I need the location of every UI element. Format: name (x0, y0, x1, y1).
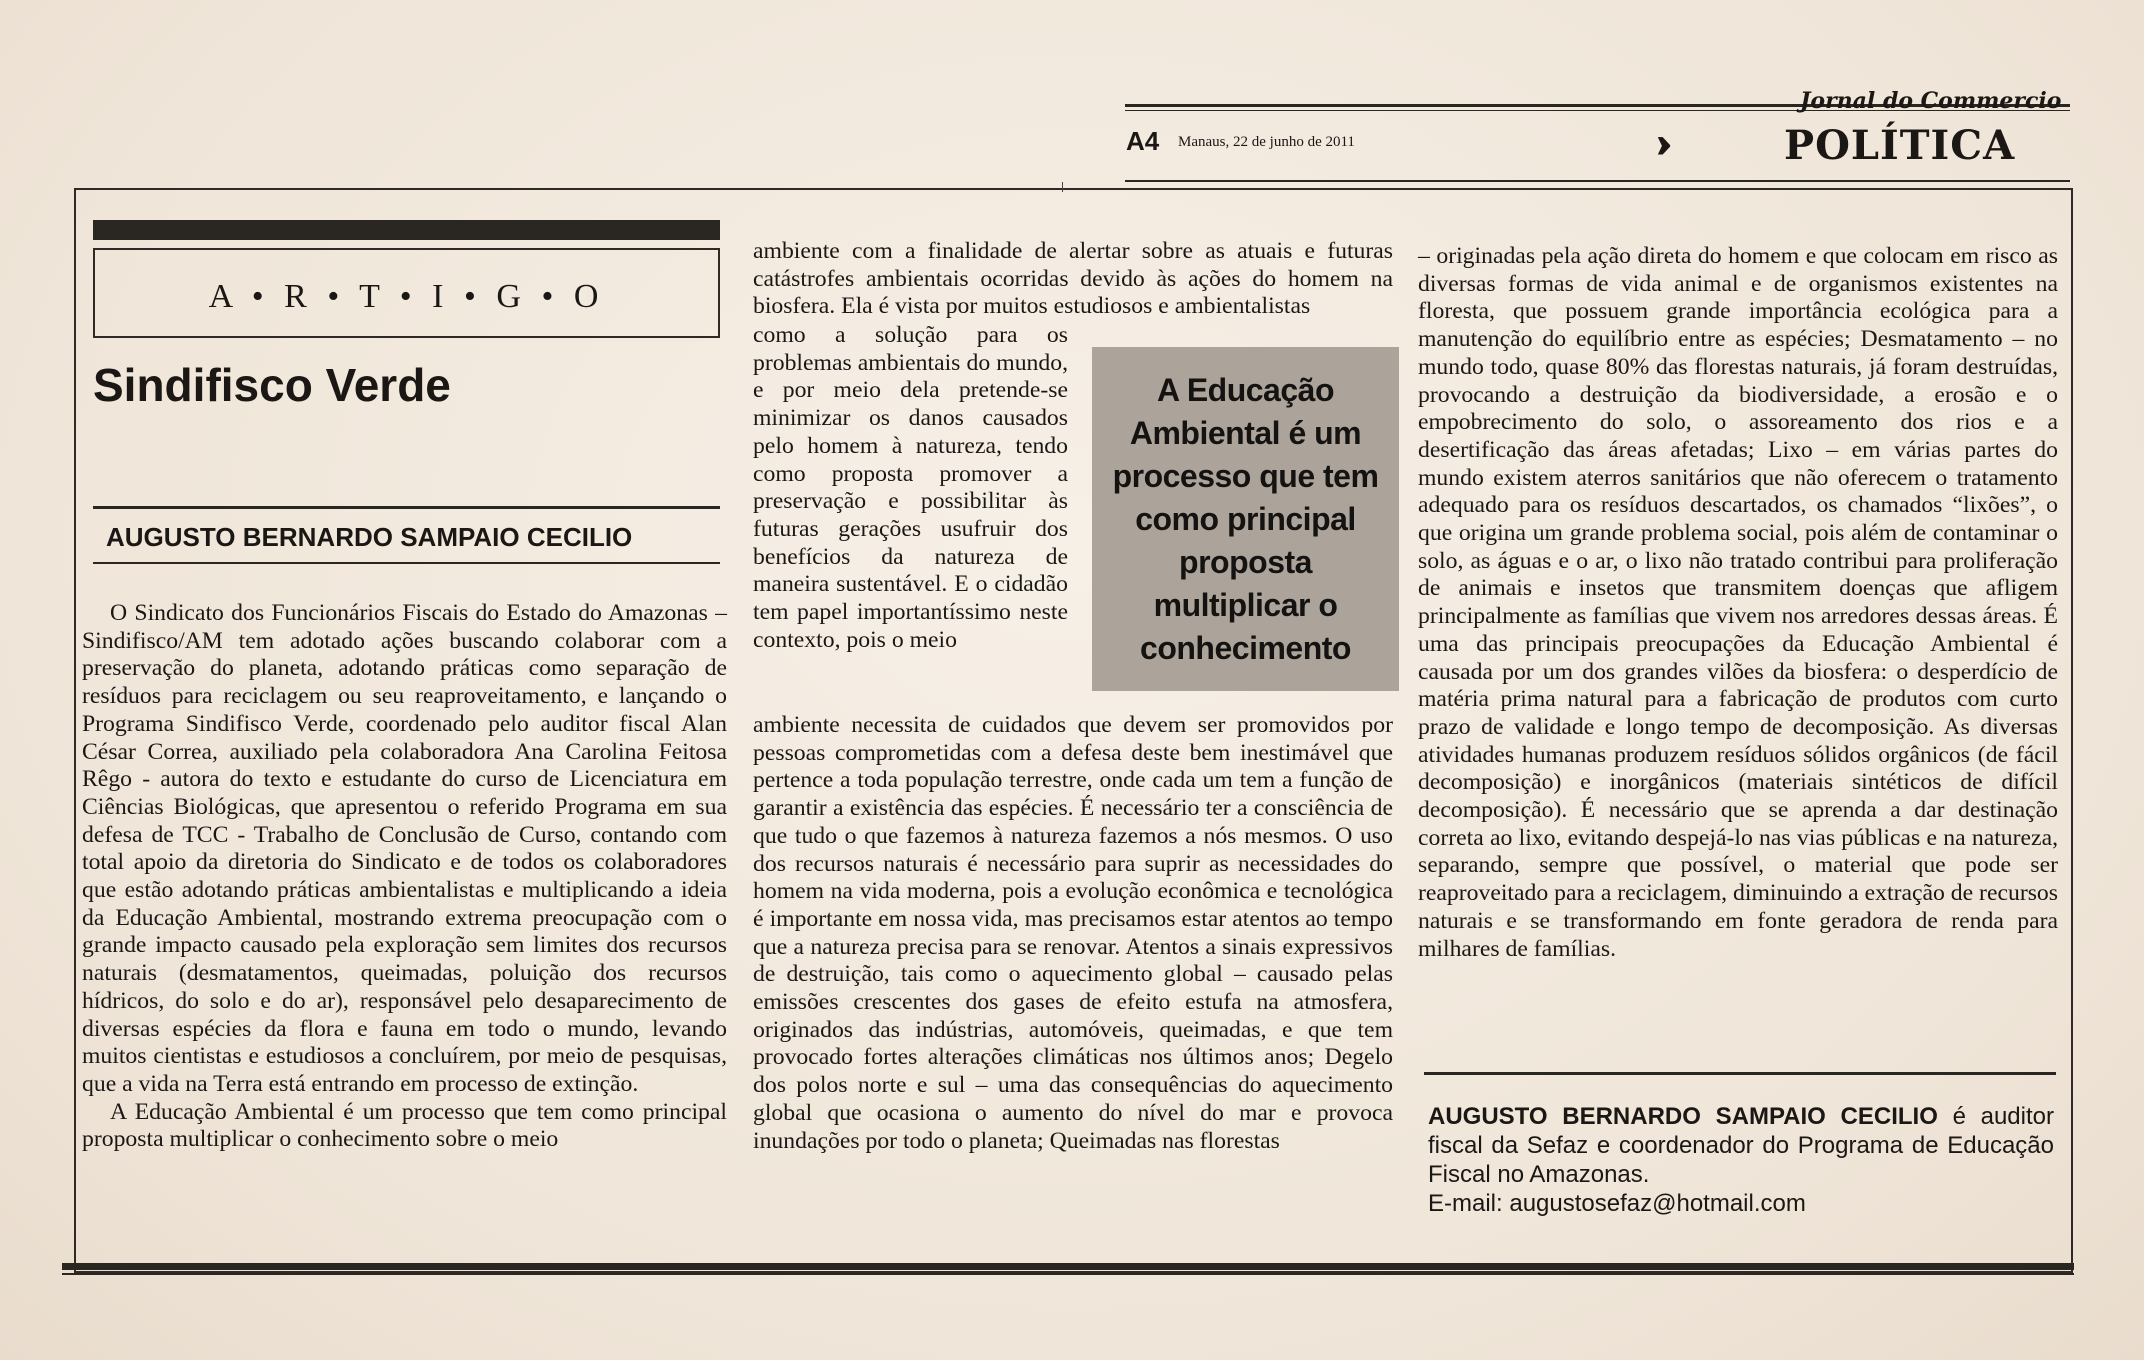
paragraph: como a solução para os problemas ambientais do mundo, e por meio dela pretende-se minimizar os danos causados pelo homem à natureza, tendo como proposta promover a preservação e possibilitar às futuras gerações usufruir dos benefícios da natureza de maneira sustentável. E o cidadão tem papel importantíssimo neste contexto, pois o meio (753, 322, 1068, 653)
kicker-label: A • R • T • I • G • O (208, 278, 605, 315)
pull-quote-text: A Educação Ambiental é um processo que tem como principal proposta multiplicar o conhecimento (1112, 371, 1379, 666)
author-rule-top (93, 506, 720, 509)
author-bio (1428, 1102, 2054, 1218)
paragraph: O Sindicato dos Funcionários Fiscais do Estado do Amazonas – Sindifisco/AM tem adotado ações buscando colaborar com a preservação do planeta, adotando práticas como separação de resíduos para reciclagem ou seu reaproveitamento, e lançando o Programa Sindifisco Verde, coordenado pelo auditor fiscal Alan César Correa, auxiliado pela colaboradora Ana Carolina Feitosa Rêgo - autora do texto e estudante do curso de Licenciatura em Ciências Biológicas, que apresentou o referido Programa em sua defesa de TCC - Trabalho de Conclusão de Curso, contando com total apoio da diretoria do Sindicato e de todos os colaboradores que estão adotando práticas ambientalistas e multiplicando a ideia da Educação Ambiental, mostrando extrema preocupação com o grande impacto causado pela exploração sem limites dos recursos naturais (desmatamentos, queimadas, poluição dos recursos hídricos, do solo e do ar), responsável pelo desaparecimento de diversas espécies da flora e fauna em todo o mundo, levando muitos cientistas e estudiosos a concluírem, por meio de pesquisas, que a vida na Terra está entrando em processo de extinção. (82, 600, 727, 1097)
paragraph: ambiente necessita de cuidados que devem ser promovidos por pessoas comprometidas com a defesa deste bem inestimável que pertence a toda população terrestre, onde cada um tem a função de garantir a existência das espécies. É necessário ter a consciência de que tudo o que fazemos à natureza fazemos a nós mesmos. O uso dos recursos naturais é necessário para suprir as necessidades do homem na vida moderna, pois a evolução econômica e tecnológica é importante em nossa vida, mas precisamos estar atentos ao tempo que a natureza precisa para se renovar. Atentos a sinais expressivos de destruição, tais como o aquecimento global – causado pelas emissões crescentes dos gases de efeito estufa na atmosfera, originados das indústrias, automóveis, queimadas, e que tem provocado fortes alterações climáticas nos últimos anos; Degelo dos polos norte e sul – uma das consequências do aquecimento global que ocasiona o aumento do nível do mar e provoca inundações por todo o planeta; Queimadas nas florestas (753, 712, 1393, 1154)
paragraph: – originadas pela ação direta do homem e que colocam em risco as diversas formas de vida animal e de organismos existentes na floresta, que possuem grande importância ecológica para a manutenção do equilíbrio entre as espécies; Desmatamento – no mundo todo, quase 80% das florestas naturais, já foram destruídas, provocando a destruição da biodiversidade, a erosão e o empobrecimento do solo, o assoreamento dos rios e a desertificação das áreas afetadas; Lixo – em várias partes do mundo existem aterros sanitários que não oferecem o tratamento adequado para os resíduos descartados, os chamados “lixões”, o que origina um grande problema social, pois além de contaminar o solo, as águas e o ar, o lixo não tratado contribui para proliferação de animais e insetos que transmitem doenças que afligem principalmente as famílias que vivem nos arredores dessas áreas. É uma das principais preocupações da Educação Ambiental é causada por um dos grandes vilões da biosfera: o desperdício de matéria prima natural para a fabricação de produtos com curto prazo de validade e longo tempo de decomposição. As diversas atividades humanas produzem resíduos sólidos orgânicos (de fácil decomposição) e inorgânicos (materiais sintéticos de difícil decomposição). É necessário que se aprenda a dar destinação correta ao lixo, evitando despejá-lo nas vias públicas e na natureza, separando, sempre que possível, o material que pode ser reaproveitado para a reciclagem, diminuindo a extração de recursos naturais e se transformando em fonte geradora de renda para milhares de famílias. (1418, 243, 2058, 962)
newspaper-name: Jornal do Commercio (1800, 88, 2062, 114)
column-tick (1062, 182, 1063, 192)
bio-email: E-mail: augustosefaz@hotmail.com (1428, 1190, 1806, 1217)
masthead-bottom-rule (1125, 180, 2070, 182)
chevron-right-icon: ››› (1655, 115, 1659, 166)
dateline: Manaus, 22 de junho de 2011 (1178, 134, 1355, 150)
page-bottom-bar (62, 1263, 2074, 1270)
bio-author-name: AUGUSTO BERNARDO SAMPAIO CECILIO (1428, 1103, 1938, 1130)
section-title: POLÍTICA (1784, 122, 2016, 169)
bio-description: é auditor fiscal da Sefaz e coordenador do Programa de Educação Fiscal no Amazonas. (1428, 1103, 2054, 1188)
article-headline: Sindifisco Verde (93, 359, 451, 411)
article-column-2-bottom (753, 712, 1393, 1155)
paragraph: A Educação Ambiental é um processo que tem como principal proposta multiplicar o conhecimento sobre o meio (82, 1098, 727, 1153)
bio-rule (1424, 1072, 2056, 1075)
article-column-3 (1418, 243, 2058, 963)
author-byline: AUGUSTO BERNARDO SAMPAIO CECILIO (106, 522, 633, 552)
page-number: A4 (1126, 126, 1160, 156)
paragraph: ambiente com a finalidade de alertar sobre as atuais e futuras catástrofes ambientais ocorridas devido às ações do homem na biosfera. Ela é vista por muitos estudiosos e ambientalistas (753, 238, 1393, 320)
kicker-box (93, 248, 720, 338)
article-top-bar (93, 220, 720, 240)
article-column-2-top (753, 238, 1393, 321)
page-bottom-rule (62, 1273, 2074, 1275)
article-column-2-narrow (753, 322, 1068, 654)
author-rule-bottom (93, 562, 720, 564)
pull-quote (1092, 347, 1399, 691)
article-column-1 (82, 600, 727, 1154)
